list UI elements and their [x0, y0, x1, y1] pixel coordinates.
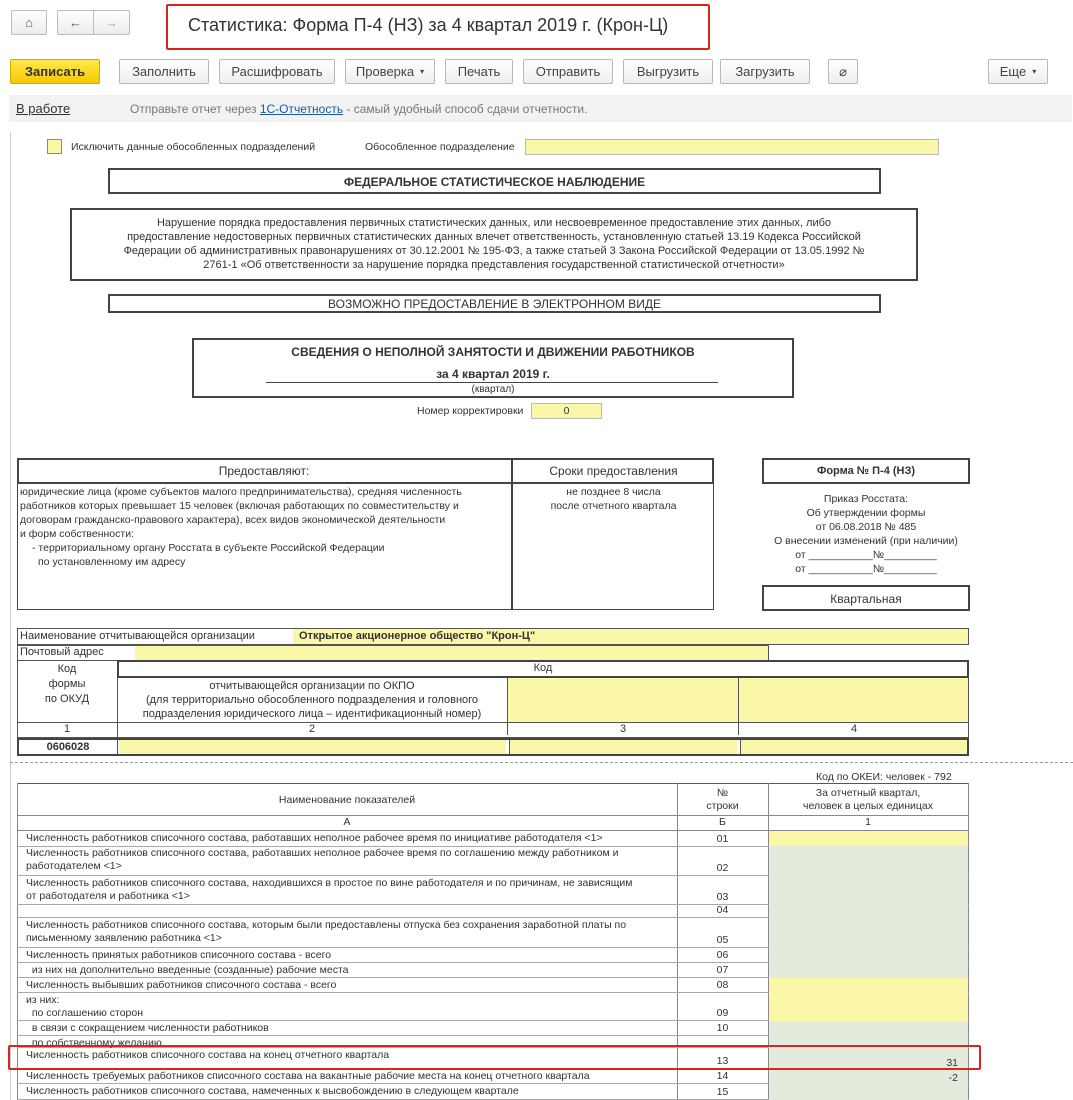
- correction-label: Номер корректировки: [417, 405, 524, 417]
- order-line: от 06.08.2018 № 485: [815, 521, 917, 533]
- attach-button[interactable]: [828, 59, 858, 84]
- row-number: 09: [716, 1007, 729, 1019]
- row-label: [26, 1085, 676, 1098]
- status-hint: [130, 102, 587, 116]
- row-number: 10: [716, 1022, 729, 1034]
- okud-header-line: формы: [48, 678, 86, 690]
- org-addr-label: Почтовый адрес: [20, 646, 104, 658]
- col-c-letter: 1: [865, 816, 871, 828]
- value-cell[interactable]: [769, 918, 968, 948]
- row-number: 08: [716, 979, 729, 991]
- row-label: [26, 994, 676, 1020]
- home-button[interactable]: [11, 10, 47, 35]
- form-name-box: [762, 458, 970, 484]
- okpo-header: [117, 679, 507, 721]
- who-line: по установленному им адресу: [38, 556, 186, 568]
- load-button[interactable]: Загрузить: [720, 59, 810, 84]
- code-col4-head: [738, 678, 968, 722]
- row-label-line: Численность требуемых работников списочного состава на вакантные рабочие места на конец отчетного квартала: [26, 1070, 590, 1082]
- send-button[interactable]: Отправить: [523, 59, 613, 84]
- subdivision-label: Обособленное подразделение: [365, 141, 515, 153]
- arrow-right-icon: →: [105, 15, 118, 30]
- row-label-line: Численность работников списочного состава, работавших неполное рабочее время по соглашению между работником и: [26, 847, 619, 859]
- check-label: Проверка: [355, 64, 415, 79]
- col-b-letter: Б: [719, 816, 726, 828]
- col-a-letter: А: [343, 816, 351, 828]
- form-name: Форма № П-4 (НЗ): [816, 465, 916, 477]
- row-number: 04: [716, 904, 729, 916]
- report-period: за 4 квартал 2019 г.: [436, 367, 550, 381]
- value-cell[interactable]: [769, 905, 968, 918]
- row-label-line: Численность работников списочного состава на конец отчетного квартала: [26, 1049, 390, 1061]
- paperclip-icon: ⌀: [839, 63, 847, 79]
- upload-button[interactable]: Выгрузить: [623, 59, 713, 84]
- subdivision-field[interactable]: [525, 139, 939, 155]
- correction-field[interactable]: 0: [531, 403, 602, 419]
- form-left-border: [10, 132, 11, 1100]
- okud-header-line: по ОКУД: [44, 693, 90, 705]
- hint-text: Отправьте отчет через: [130, 102, 260, 116]
- value-cell[interactable]: [769, 1084, 968, 1100]
- org-name-label: Наименование отчитывающейся организации: [20, 630, 255, 642]
- col-c-line: За отчетный квартал,: [815, 787, 921, 799]
- frequency: Квартальная: [830, 592, 902, 606]
- fill-button[interactable]: Заполнить: [119, 59, 209, 84]
- section-divider: [10, 762, 1073, 763]
- okpo-line: подразделения юридического лица – идентификационный номер): [142, 708, 482, 720]
- col-b-line: №: [716, 787, 729, 799]
- more-label: Еще: [999, 64, 1027, 79]
- col-c-line: человек в целых единицах: [803, 800, 933, 812]
- row-13-highlight: [8, 1045, 981, 1070]
- codes-num-3: 3: [507, 723, 738, 735]
- value-cell[interactable]: [769, 948, 968, 963]
- value-cell[interactable]: [769, 876, 968, 905]
- row-label-line: по соглашению сторон: [26, 1007, 144, 1019]
- who-line: - территориальному органу Росстата в субъекте Российской Федерации: [32, 542, 385, 554]
- value-cell[interactable]: [769, 1021, 968, 1036]
- code3-field[interactable]: [509, 740, 737, 754]
- who-line: работников которых превышает 15 человек (включая работающих по совместительству и: [20, 500, 459, 512]
- codes-num-1: 1: [63, 723, 71, 735]
- when-line: после отчетного квартала: [550, 500, 677, 512]
- value-cell[interactable]: [769, 846, 968, 876]
- row-label: [26, 979, 676, 992]
- submit-who-header: Предоставляют:: [218, 464, 310, 478]
- row-label-line: по собственному желанию: [26, 1037, 162, 1049]
- row-label-line: в связи с сокращением численности работников: [26, 1022, 269, 1034]
- frequency-box: [762, 585, 970, 611]
- value-cell[interactable]: 31: [769, 1048, 968, 1069]
- hint-text-end: - самый удобный способ сдачи отчетности.: [343, 102, 588, 116]
- code-header: Код: [533, 662, 553, 674]
- row-number: 05: [716, 934, 729, 946]
- print-button[interactable]: Печать: [445, 59, 513, 84]
- row-label: [26, 847, 676, 873]
- order-line: от ___________№_________: [795, 563, 937, 575]
- decode-button[interactable]: Расшифровать: [219, 59, 335, 84]
- submit-when-header: Сроки предоставления: [549, 464, 678, 478]
- row-number: 03: [716, 891, 729, 903]
- arrow-left-icon: ←: [69, 15, 82, 30]
- warning-line: предоставление недостоверных первичных статистических данных влечет ответственность, установленную статьей 13.19 Кодекса Российской: [127, 231, 861, 243]
- check-button[interactable]: [345, 59, 435, 84]
- submit-who-text: [20, 485, 462, 569]
- federal-title: ФЕДЕРАЛЬНОЕ СТАТИСТИЧЕСКОЕ НАБЛЮДЕНИЕ: [343, 175, 646, 189]
- codes-num-4: 4: [738, 723, 969, 735]
- okpo-line: (для территориально обособленного подразделения и головного: [145, 694, 479, 706]
- value-cell[interactable]: [769, 993, 968, 1021]
- row-label: [26, 1022, 676, 1035]
- okpo-field[interactable]: [119, 740, 506, 754]
- exclude-checkbox[interactable]: [47, 139, 62, 154]
- row-label: [26, 964, 676, 977]
- forward-button[interactable]: [93, 10, 130, 35]
- value-cell[interactable]: [769, 978, 968, 993]
- electronic-box: [108, 294, 881, 313]
- who-line: юридические лица (кроме субъектов малого предпринимательства), средняя численность: [20, 486, 462, 498]
- col-c-header: [768, 787, 968, 813]
- okud-value: 0606028: [46, 741, 90, 753]
- row-label: [26, 949, 676, 962]
- col-b-line: строки: [706, 800, 739, 812]
- row-number: 15: [716, 1086, 729, 1098]
- dropdown-arrow-icon: ▾: [420, 67, 425, 76]
- order-line: Приказ Росстата:: [823, 493, 909, 505]
- when-line: не позднее 8 числа: [566, 486, 661, 498]
- 1c-reporting-link[interactable]: 1С-Отчетность: [259, 102, 344, 116]
- row-number: 01: [716, 833, 729, 845]
- form-order-text: [762, 492, 970, 576]
- org-name-value: Открытое акционерное общество "Крон-Ц": [299, 630, 536, 642]
- row-number: 06: [716, 949, 729, 961]
- status-link[interactable]: В работе: [16, 101, 71, 116]
- okud-header-line: Код: [57, 663, 77, 675]
- period-note: (квартал): [471, 384, 515, 395]
- row-label-line: Численность выбывших работников списочного состава - всего: [26, 979, 337, 991]
- okpo-line: отчитывающейся организации по ОКПО: [209, 680, 415, 692]
- value-cell[interactable]: [769, 963, 968, 978]
- electronic-title: ВОЗМОЖНО ПРЕДОСТАВЛЕНИЕ В ЭЛЕКТРОННОМ ВИДЕ: [328, 297, 661, 311]
- warning-line: 2761-1 «Об ответственности за нарушение порядка представления государственной статистической отчетности»: [203, 259, 785, 271]
- warning-line: Федерации об административных правонарушениях от 30.12.2001 № 195-ФЗ, а также статьей 3 Закона Российской Федерации от 13.05.1992 №: [123, 245, 865, 257]
- row-label-line: Численность принятых работников списочного состава - всего: [26, 949, 332, 961]
- row-label-line: Численность работников списочного состава, работавших неполное рабочее время по инициативе работодателя <1>: [26, 832, 603, 844]
- value-cell[interactable]: [769, 831, 968, 847]
- who-line: договорам гражданско-правового характера), всех видов экономической деятельности: [20, 514, 446, 526]
- row-label: [26, 877, 676, 903]
- code-col3-head: [507, 678, 738, 722]
- okei-label: Код по ОКЕИ: человек - 792: [816, 771, 952, 783]
- order-line: от ___________№_________: [795, 549, 937, 561]
- row-number: 14: [716, 1070, 729, 1082]
- row-number: 13: [716, 1055, 729, 1067]
- submit-divider: [511, 458, 513, 610]
- row-label-line: письменному заявлению работника <1>: [26, 932, 222, 944]
- more-button[interactable]: [988, 59, 1048, 84]
- row-label: [26, 832, 676, 845]
- row-label-line: Численность работников списочного состава, намеченных к высвобождению в следующем квартале: [26, 1085, 519, 1097]
- order-line: Об утверждении формы: [806, 507, 926, 519]
- submit-when-text: [513, 485, 714, 513]
- codes-num-2: 2: [308, 723, 316, 735]
- save-button[interactable]: Записать: [10, 59, 100, 84]
- federal-box: [108, 168, 881, 194]
- okud-header: [17, 662, 117, 707]
- row-label: [26, 1070, 676, 1083]
- row-label-line: из них на дополнительно введенные (созданные) рабочие места: [26, 964, 349, 976]
- row-label-line: работодателем <1>: [26, 860, 122, 872]
- row-label-line: от работодателя и работника <1>: [26, 890, 190, 902]
- col-b-header: [677, 787, 768, 813]
- col-a-header: Наименование показателей: [278, 794, 416, 806]
- dropdown-arrow-icon: ▾: [1032, 67, 1037, 76]
- exclude-label: Исключить данные обособленных подразделений: [71, 141, 316, 153]
- row-label-line: Численность работников списочного состава, которым были предоставлены отпуска без сохранения заработной платы по: [26, 919, 627, 931]
- period-underline: [266, 382, 718, 383]
- warning-line: Нарушение порядка предоставления первичных статистических данных, или несвоевременное предоставление этих данных, либо: [156, 217, 832, 229]
- report-heading: СВЕДЕНИЯ О НЕПОЛНОЙ ЗАНЯТОСТИ И ДВИЖЕНИИ РАБОТНИКОВ: [291, 345, 695, 359]
- back-button[interactable]: [57, 10, 94, 35]
- warning-box: [70, 208, 918, 281]
- value-cell[interactable]: -2: [769, 1069, 968, 1084]
- home-icon: ⌂: [25, 15, 33, 30]
- org-addr-field[interactable]: [135, 646, 768, 660]
- row-label-line: Численность работников списочного состава, находившихся в простое по вине работодателя и по причинам, не зависящим: [26, 877, 633, 889]
- row-label: [26, 919, 676, 945]
- who-line: и форм собственности:: [20, 528, 134, 540]
- row-number: 07: [716, 964, 729, 976]
- row-label-line: из них:: [26, 994, 60, 1006]
- row-number: 02: [716, 862, 729, 874]
- page-title: Статистика: Форма П-4 (НЗ) за 4 квартал 2019 г. (Крон-Ц): [188, 15, 669, 35]
- code4-field[interactable]: [740, 740, 967, 754]
- order-line: О внесении изменений (при наличии): [774, 535, 958, 547]
